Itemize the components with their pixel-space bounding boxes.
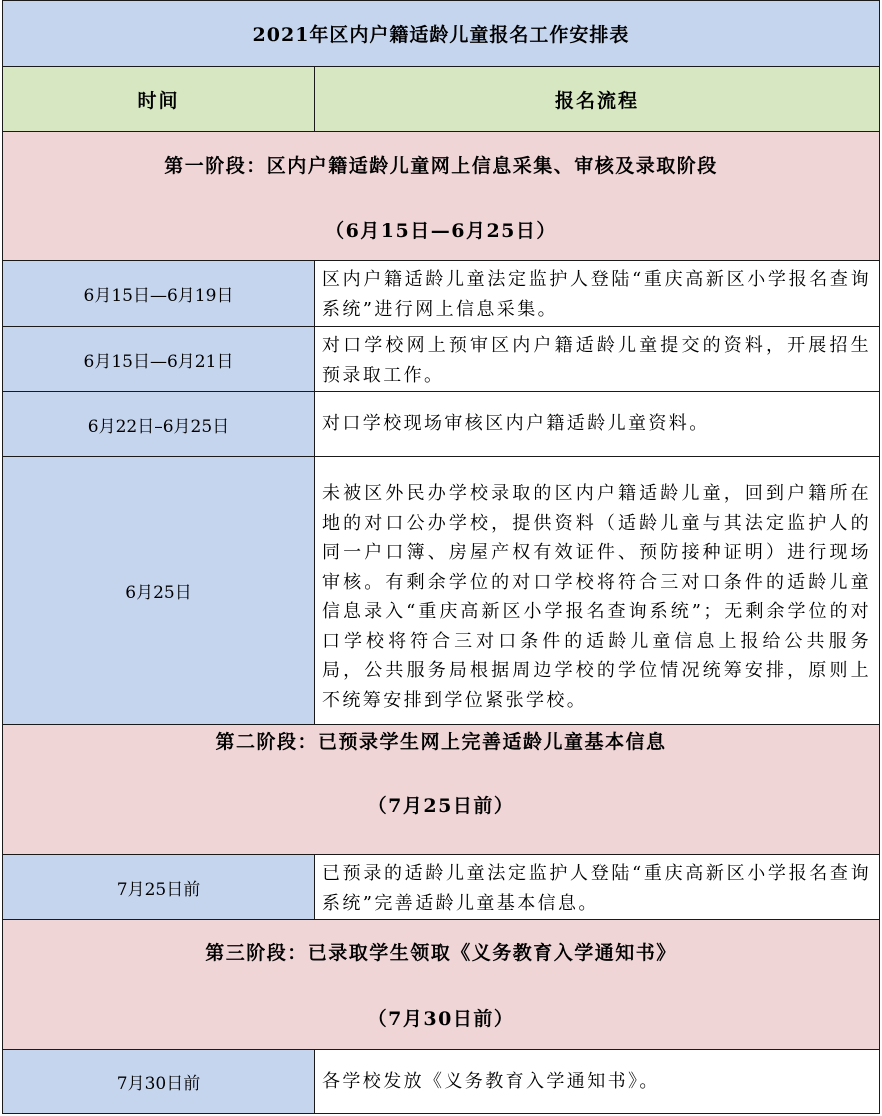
header-row [2, 66, 880, 132]
stage-2-row [2, 724, 880, 855]
schedule-row [2, 391, 880, 457]
stage-2-cell [2, 724, 880, 855]
table-title: 2021年区内户籍适龄儿童报名工作安排表 [2, 0, 880, 67]
stage-2-period: （7月25日前） [367, 795, 515, 817]
row-description: 未被区外民办学校录取的区内户籍适龄儿童，回到户籍所在地的对口公办学校，提供资料（适龄儿童与其法定监护人的同一户口簿、房屋产权有效证件、预防接种证明）进行现场审核。有剩余学位的对口学校将符合三对口条件的适龄儿童信息录入“重庆高新区小学报名查询系统”；无剩余学位的对口学校将符合三对口条件的适龄儿童信息上报给公共服务局，公共服务局根据周边学校的学位情况统筹安排，原则上不统筹安排到学位紧张学校。 [314, 456, 880, 725]
row-date: 7月25日前 [2, 854, 315, 920]
row-date: 6月22日–6月25日 [2, 391, 315, 457]
schedule-row [2, 326, 880, 392]
row-description: 对口学校网上预审区内户籍适龄儿童提交的资料，开展招生预录取工作。 [314, 326, 880, 392]
stage-1-row [2, 131, 880, 261]
row-description: 对口学校现场审核区内户籍适龄儿童资料。 [314, 391, 880, 457]
row-date: 7月30日前 [2, 1049, 315, 1114]
row-description: 各学校发放《义务教育入学通知书》。 [314, 1049, 880, 1114]
row-date: 6月25日 [2, 456, 315, 725]
stage-1-heading: 第一阶段：区内户籍适龄儿童网上信息采集、审核及录取阶段 [164, 155, 718, 177]
stage-3-heading: 第三阶段：已录取学生领取《义务教育入学通知书》 [205, 942, 677, 964]
schedule-row [2, 260, 880, 327]
title-row [2, 0, 880, 67]
stage-3-period: （7月30日前） [367, 1008, 515, 1030]
stage-1-period: （6月15日—6月25日） [325, 220, 557, 242]
header-process: 报名流程 [314, 66, 880, 132]
header-time: 时间 [2, 66, 315, 132]
stage-1-cell [2, 131, 880, 261]
stage-3-row [2, 919, 880, 1050]
schedule-row [2, 456, 880, 725]
row-date: 6月15日—6月21日 [2, 326, 315, 392]
schedule-row [2, 854, 880, 920]
row-date: 6月15日—6月19日 [2, 260, 315, 327]
schedule-row [2, 1049, 880, 1114]
stage-2-heading: 第二阶段：已预录学生网上完善适龄儿童基本信息 [215, 731, 667, 753]
stage-3-cell [2, 919, 880, 1050]
row-description: 已预录的适龄儿童法定监护人登陆“重庆高新区小学报名查询系统”完善适龄儿童基本信息。 [314, 854, 880, 920]
row-description: 区内户籍适龄儿童法定监护人登陆“重庆高新区小学报名查询系统”进行网上信息采集。 [314, 260, 880, 327]
